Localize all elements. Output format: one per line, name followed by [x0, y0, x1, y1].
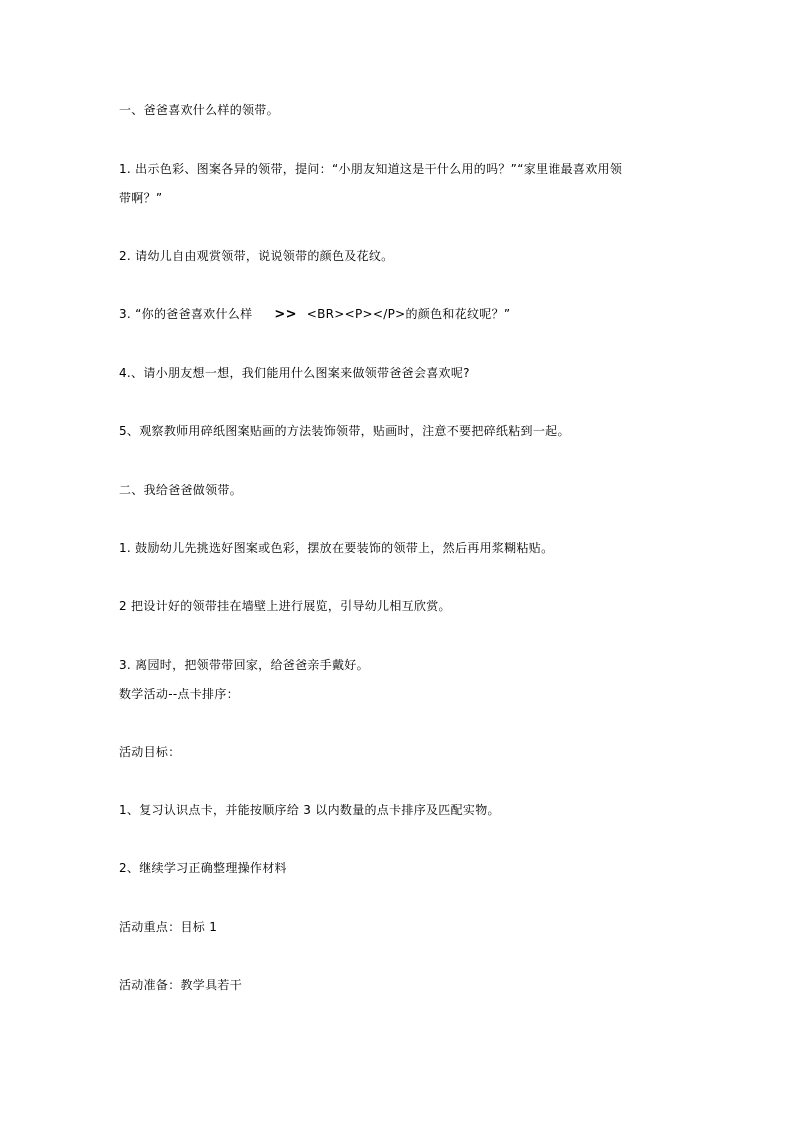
section1-item5: 5、观察教师用碎纸图案贴画的方法装饰领带，贴画时，注意不要把碎纸粘到一起。 — [119, 424, 570, 438]
math-goals-heading: 活动目标： — [119, 745, 181, 759]
math-activity-title: 数学活动--点卡排序： — [119, 687, 239, 701]
section1-item1-line2: 带啊？” — [119, 191, 163, 205]
section2-item1: 1. 鼓励幼儿先挑选好图案或色彩，摆放在要装饰的领带上，然后再用浆糊粘贴。 — [119, 541, 554, 555]
math-focus: 活动重点：目标 1 — [119, 920, 218, 934]
math-goal1: 1、复习认识点卡，并能按顺序给 3 以内数量的点卡排序及匹配实物。 — [119, 803, 500, 817]
section1-item3-text: 3. “你的爸爸喜欢什么样 — [119, 307, 253, 321]
section1-item3-tail: <BR><P></P>的颜色和花纹呢？” — [306, 307, 511, 321]
section1-item3 — [119, 306, 510, 323]
section1-item2: 2. 请幼儿自由观赏领带，说说领带的颜色及花纹。 — [119, 249, 394, 263]
section2-item3: 3. 离园时，把领带带回家，给爸爸亲手戴好。 — [119, 658, 369, 672]
section1-item4: 4.、请小朋友想一想，我们能用什么图案来做领带爸爸会喜欢呢? — [119, 366, 470, 380]
math-preparation: 活动准备：教学具若干 — [119, 978, 243, 992]
double-arrow-icon: >> — [274, 307, 297, 322]
section2-item2: 2 把设计好的领带挂在墙壁上进行展览，引导幼儿相互欣赏。 — [119, 599, 451, 613]
section2-heading: 二、我给爸爸做领带。 — [119, 483, 243, 497]
section1-heading: 一、爸爸喜欢什么样的领带。 — [119, 103, 279, 117]
math-goal2: 2、继续学习正确整理操作材料 — [119, 861, 287, 875]
section1-item1-line1: 1. 出示色彩、图案各异的领带，提问：“小朋友知道这是干什么用的吗？”“家里谁最喜欢用领 — [119, 162, 623, 176]
